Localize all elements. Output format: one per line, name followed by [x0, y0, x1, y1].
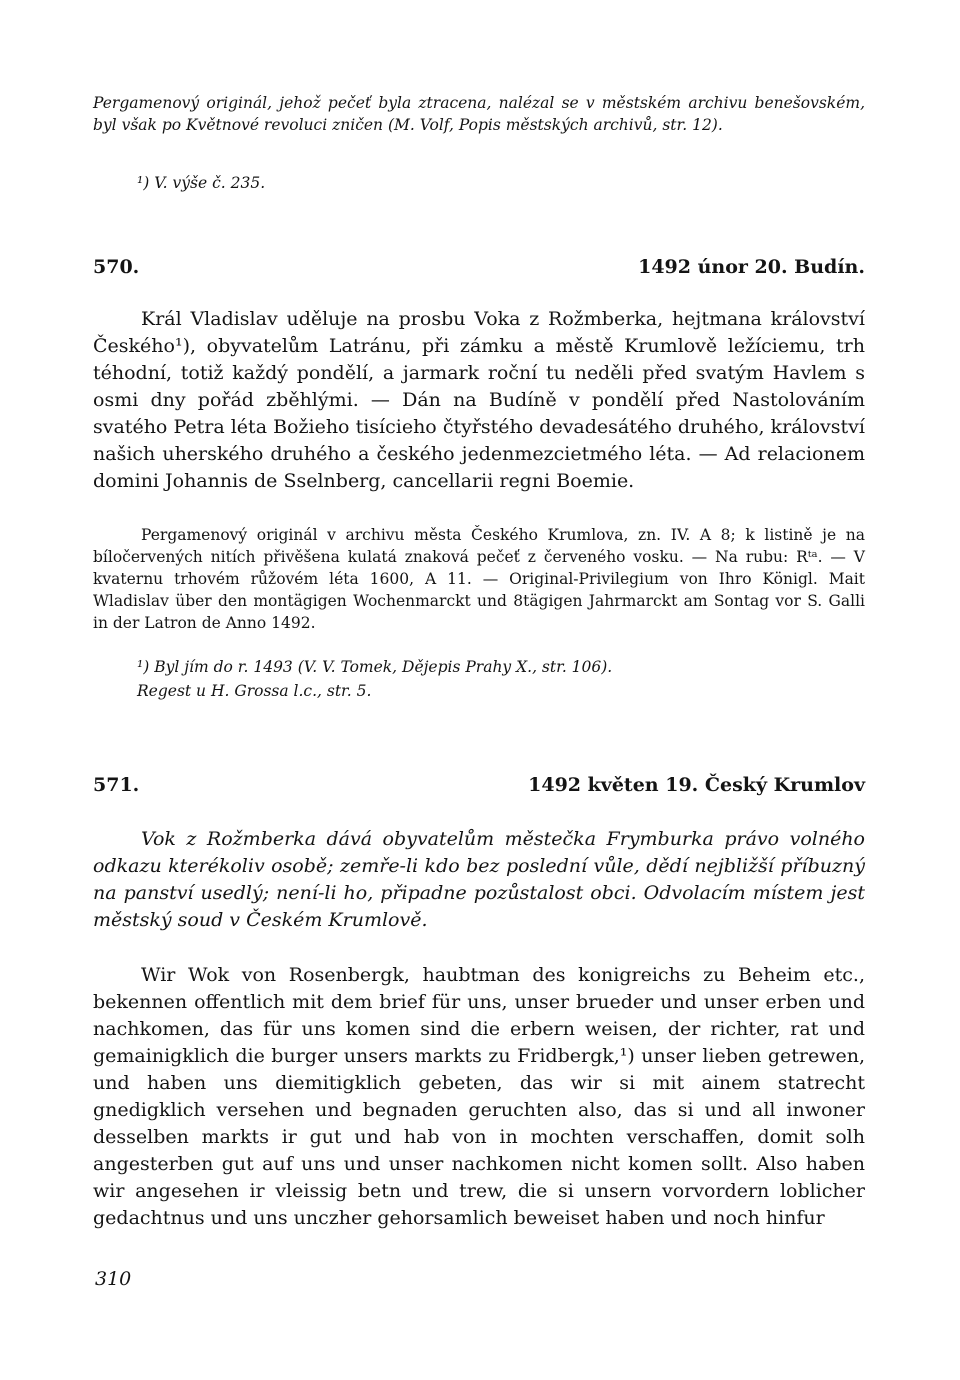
doc571-date: 1492 květen 19. Český Krumlov — [528, 774, 865, 796]
doc570-footnote-1: ¹) Byl jím do r. 1493 (V. V. Tomek, Dějepis Prahy X., str. 106). — [137, 658, 613, 676]
doc571-number: 571. — [93, 774, 140, 796]
doc570-regest: Král Vladislav uděluje na prosbu Voka z Rožmberka, hejtmana království Českého¹), obyvatelům Latránu, při zámku a městě Krumlově ležíciemu, trh téhodní, totiž každý pondělí, a jarmark roční tu neděli před svatým Havlem s osmi dny pořád zběhlými. — Dán na Budíně v pondělí před Nastolováním svatého Petra léta Božieho tisícieho čtyřstého devadesátého druhého, království našich uherského druhého a českého jedenmezcietmého léta. — Ad relacionem domini Johannis de Sselnberg, cancellarii regni Boemie. — [93, 308, 865, 492]
top-archive-note: Pergamenový originál, jehož pečeť byla ztracena, nalézal se v městském archivu benešovském, byl však po Květnové revoluci zničen (M. Volf, Popis městských archivů, str. 12). — [93, 94, 865, 134]
page-number: 310 — [95, 1268, 132, 1290]
doc570-footnote-2: Regest u H. Grossa l.c., str. 5. — [137, 682, 372, 700]
doc570-number: 570. — [93, 256, 140, 278]
doc570-date: 1492 únor 20. Budín. — [638, 256, 865, 278]
doc571-text: Wir Wok von Rosenbergk, haubtman des konigreichs zu Beheim etc., bekennen offentlich mit dem brief für uns, unser brueder und unser erben und nachkomen, das für uns komen sind die erbern weisen, der richter, rat und gemainigklich die burger unsers markts zu Fridbergk,¹) unser lieben getrewen, und haben uns diemitigklich gebeten, das wir si mit ainem statrecht gnedigklich versehen und begnaden geruchten also, das si und all inwoner desselben markts ir gut und hab von in mochten verschaffen, domit solh angesterben gut auf uns und unser nachkomen nicht komen sollt. Also haben wir angesehen ir vleissig betn und trew, die si unsern vorvordern loblicher gedachtnus und uns unczher gehorsamlich beweiset haben und noch hinfur — [93, 964, 865, 1229]
doc571-regest: Vok z Rožmberka dává obyvatelům městečka Frymburka právo volného odkazu kterékoliv osobě; zemře-li kdo bez poslední vůle, dědí nejbližší příbuzný na panství usedlý; není-li ho, připadne pozůstalost obci. Odvolacím místem jest městský soud v Českém Krumlově. — [93, 828, 865, 931]
doc570-archive-note: Pergamenový originál v archivu města Českého Krumlova, zn. IV. A 8; k listině je na bíločervených nitích přivěšena kulatá znaková pečeť z červeného vosku. — Na rubu: Rᵗᵃ. — V kvaternu trhovém růžovém léta 1600, A 11. — Original-Privilegium von Ihro Königl. Mait Wladislav über den montägigen Wochenmarckt und 8tägigen Jahrmarckt am Sontag vor S. Galli in der Latron de Anno 1492. — [93, 526, 865, 632]
top-footnote: ¹) V. výše č. 235. — [137, 174, 266, 192]
